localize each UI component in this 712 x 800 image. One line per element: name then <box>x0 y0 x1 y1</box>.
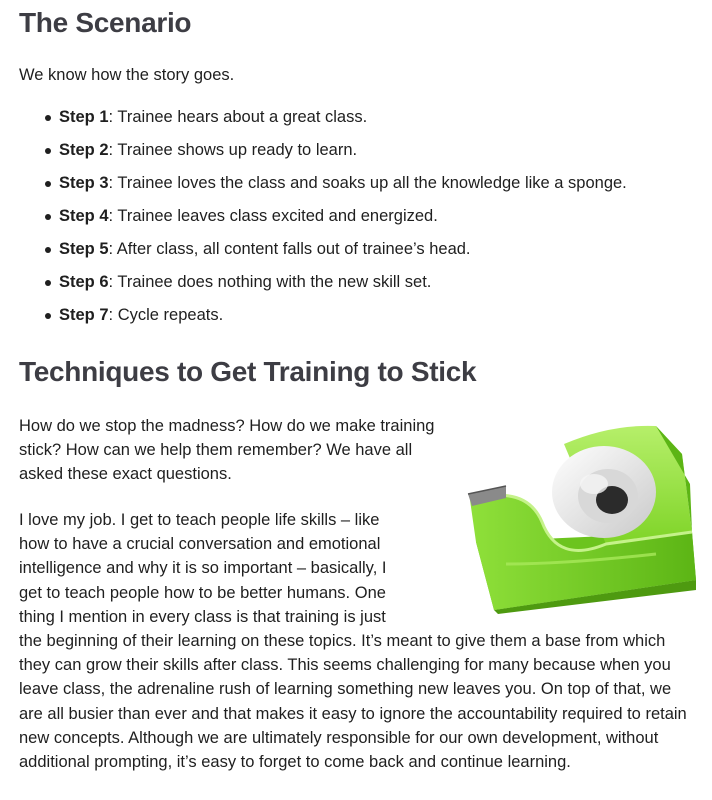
step-label: Step 1 <box>59 108 109 126</box>
step-label: Step 4 <box>59 207 109 225</box>
step-label: Step 7 <box>59 306 109 324</box>
steps-list <box>19 105 627 336</box>
step-text: : Trainee hears about a great class. <box>108 108 368 126</box>
list-item <box>19 204 627 237</box>
list-item <box>19 105 627 138</box>
step-text: : After class, all content falls out of trainee’s head. <box>108 240 471 258</box>
section-heading-scenario: The Scenario <box>19 7 192 38</box>
step-label: Step 2 <box>59 141 109 159</box>
step-text: : Cycle repeats. <box>108 306 224 324</box>
list-item <box>19 237 627 270</box>
paragraph-2: I love my job. I get to teach people life skills – like how to have a crucial conversation and emotional intelligence and why it is so important – basically, I get to teach people how to be better humans. One thing I mention in every class is that training is just the beginning of their learning on these topics. It’s meant to give them a base from which they can grow their skills after class. This seems challenging for many because when you leave class, the adrenaline rush of learning something new leaves you. On top of that, we are all busier than ever and that makes it easy to ignore the accountability required to retain new concepts. Although we are ultimately responsible for our own development, without additional prompting, it’s easy to forget to come back and continue learning. <box>19 511 687 772</box>
step-text: : Trainee does nothing with the new skill set. <box>108 273 432 291</box>
paragraph-1: How do we stop the madness? How do we make training stick? How can we help them remember? We have all asked these exact questions. <box>19 417 435 484</box>
list-item <box>19 138 627 171</box>
step-text: : Trainee shows up ready to learn. <box>108 141 358 159</box>
step-label: Step 3 <box>59 174 109 192</box>
step-label: Step 5 <box>59 240 109 258</box>
step-text: : Trainee leaves class excited and energized. <box>108 207 438 225</box>
list-item <box>19 303 627 336</box>
step-label: Step 6 <box>59 273 109 291</box>
list-item <box>19 171 627 204</box>
step-text: : Trainee loves the class and soaks up all the knowledge like a sponge. <box>108 174 627 192</box>
intro-text: We know how the story goes. <box>19 66 235 84</box>
list-item <box>19 270 627 303</box>
tape-dispenser-icon <box>446 414 708 614</box>
section-heading-techniques: Techniques to Get Training to Stick <box>19 356 477 387</box>
